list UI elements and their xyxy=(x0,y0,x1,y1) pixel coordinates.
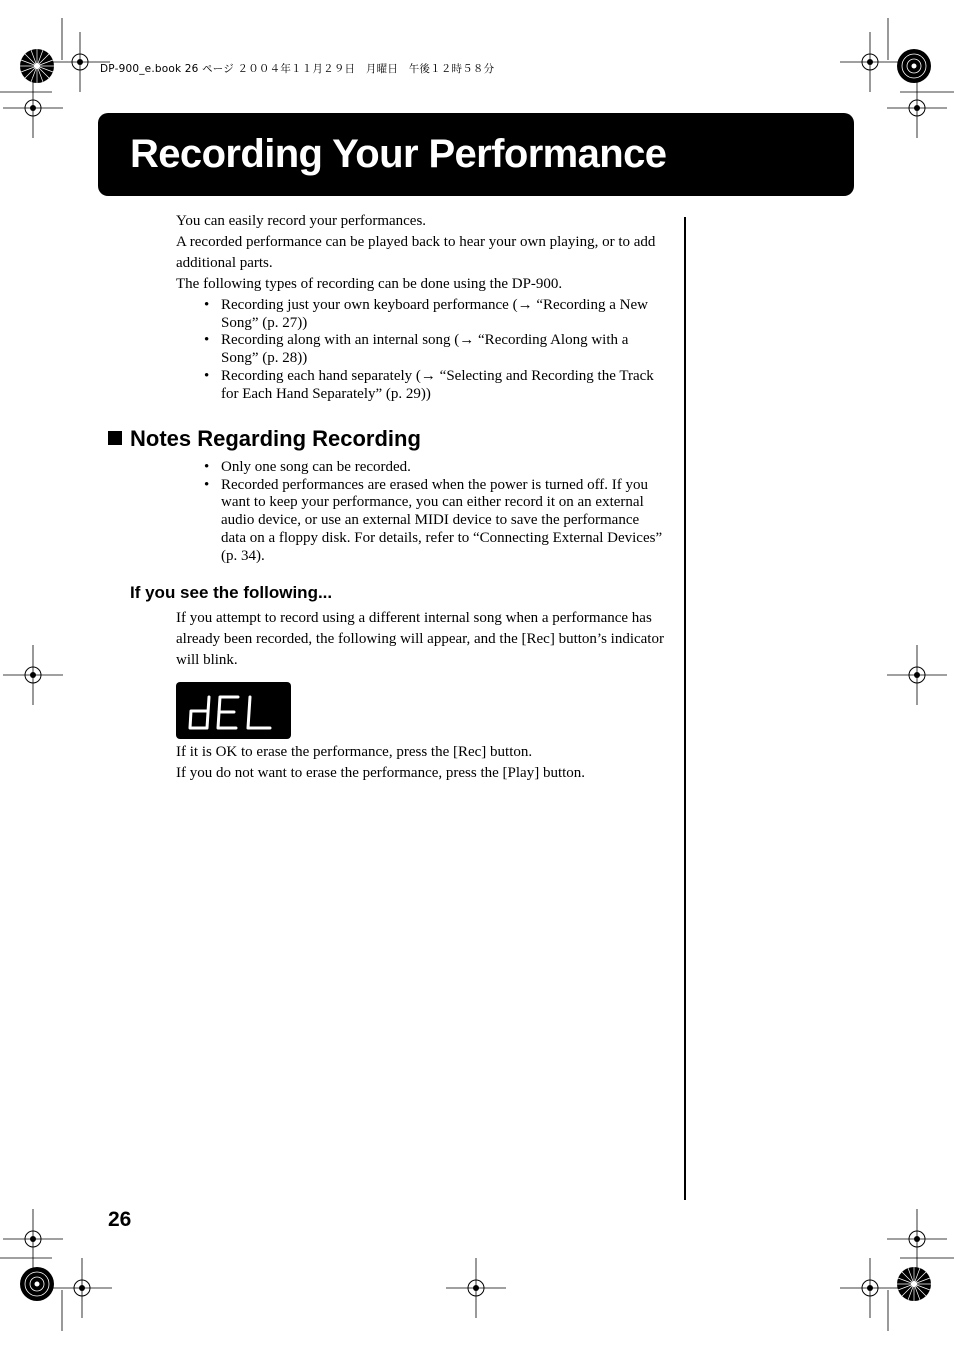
lcd-segment-glyphs xyxy=(176,682,291,739)
list-item xyxy=(204,332,664,367)
bullet-glyph: • xyxy=(204,332,210,349)
intro-paragraph-1: You can easily record your performances. xyxy=(176,213,427,229)
see-paragraph-1: If you attempt to record using a different internal song when a performance has already been recorded, the following will appear, and the [Rec] button’s indicator will blink. xyxy=(176,610,664,668)
bullet-glyph: • xyxy=(204,297,210,313)
see-paragraph-3: If you do not want to erase the performance, press the [Play] button. xyxy=(176,765,586,781)
page-title: Recording Your Performance xyxy=(130,132,667,176)
bullet-text: Only one song can be recorded. xyxy=(221,459,411,475)
list-item xyxy=(204,368,664,403)
bullet-glyph: • xyxy=(204,476,210,493)
intro-paragraph-2: A recorded performance can be played back to hear your own playing, or to add additional parts. xyxy=(176,234,656,271)
print-header: DP-900_e.book 26 ページ ２００４年１１月２９日 月曜日 午後１２時５８分 xyxy=(100,63,495,75)
bullet-text: Recording along with an internal song (→ “Recording Along with a Song” (p. 28)) xyxy=(221,332,629,367)
subsection-heading: If you see the following... xyxy=(130,583,333,602)
list-item xyxy=(204,297,664,332)
section-heading-text: Notes Regarding Recording xyxy=(130,426,421,451)
bullet-text: Recording just your own keyboard performance (→ “Recording a New Song” (p. 27)) xyxy=(221,297,648,331)
bullet-text: Recorded performances are erased when the power is turned off. If you want to keep your performance, you can either record it on an external audio device, or use an external MIDI device to save the performance data on a floppy disk. For details, refer to “Connecting External Devices” (p. 34). xyxy=(221,476,663,564)
bullet-glyph: • xyxy=(204,459,210,475)
recording-types-list xyxy=(204,297,664,403)
bullet-text: Recording each hand separately (→ “Selecting and Recording the Track for Each Hand Separately” (p. 29)) xyxy=(221,367,654,402)
section-heading xyxy=(108,424,421,454)
list-item xyxy=(204,459,664,477)
page-number: 26 xyxy=(108,1208,132,1231)
list-item xyxy=(204,477,664,566)
margin-rule xyxy=(684,217,686,1200)
lcd-display xyxy=(176,682,291,739)
notes-list xyxy=(204,459,664,565)
bullet-glyph: • xyxy=(204,367,210,384)
intro-paragraph-3: The following types of recording can be done using the DP-900. xyxy=(176,276,563,292)
see-paragraph-2: If it is OK to erase the performance, press the [Rec] button. xyxy=(176,744,533,760)
square-bullet-icon xyxy=(108,431,122,445)
